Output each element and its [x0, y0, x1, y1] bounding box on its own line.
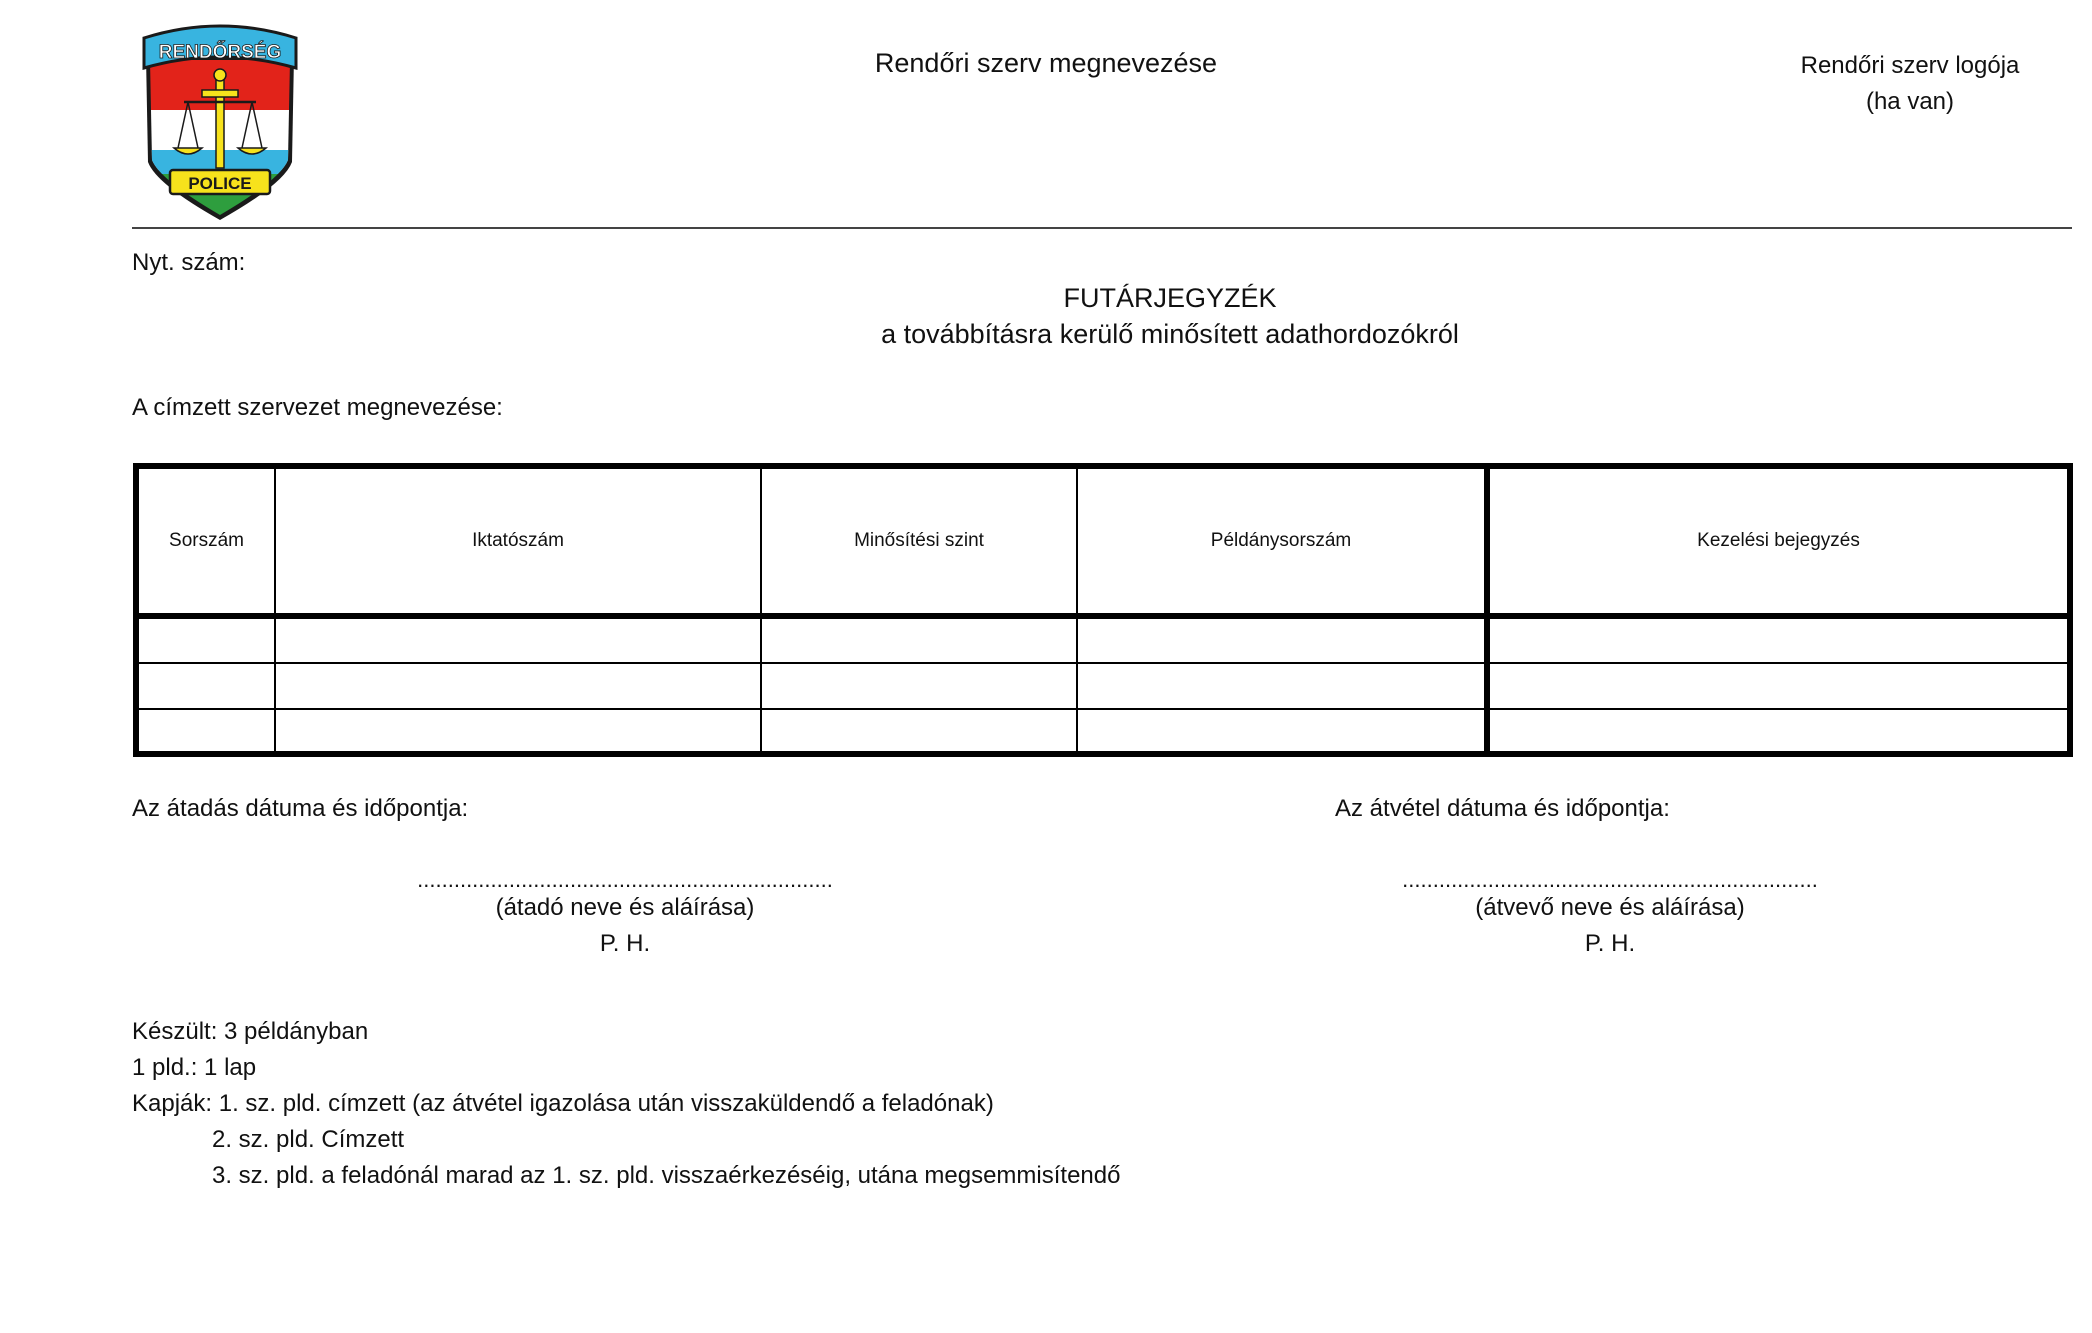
- document-title: FUTÁRJEGYZÉK: [1063, 283, 1277, 313]
- sender-signature-block: [375, 870, 875, 962]
- recipient-organization-label: A címzett szervezet megnevezése:: [132, 394, 503, 421]
- column-header-file-number: Iktatószám: [472, 530, 564, 551]
- org-name-heading: Rendőri szerv megnevezése: [874, 48, 1218, 78]
- table-row[interactable]: [139, 664, 2067, 708]
- distribution-line-2: 2. sz. pld. Címzett: [212, 1126, 405, 1153]
- column-header-handling-note: Kezelési bejegyzés: [1697, 530, 1860, 551]
- column-header-classification-level: Minősítési szint: [854, 530, 984, 551]
- column-header-copy-number: Példánysorszám: [1210, 530, 1352, 551]
- logo-top-text: RENDŐRSÉG: [158, 42, 282, 63]
- receiver-signature-block: [1360, 870, 1860, 962]
- logo-bottom-text: POLICE: [188, 174, 252, 193]
- document-subtitle: a továbbításra kerülő minősített adathordozókról: [881, 319, 1459, 349]
- logo-note-line2: (ha van): [1865, 88, 1955, 115]
- logo-placeholder-note: [1740, 48, 2080, 120]
- distribution-line-3: 3. sz. pld. a feladónál marad az 1. sz. pld. visszaérkezéséig, utána megsemmisítendő: [212, 1162, 1121, 1189]
- distribution-footer: [132, 1014, 1120, 1194]
- receiver-stamp-mark: P. H.: [1584, 930, 1636, 957]
- data-carrier-table: [133, 463, 2073, 757]
- pages-count: 1 pld.: 1 lap: [132, 1054, 257, 1081]
- registration-number-label: Nyt. szám:: [132, 249, 246, 276]
- receiver-signature-caption: (átvevő neve és aláírása): [1475, 894, 1745, 921]
- receipt-datetime-label: Az átvétel dátuma és időpontja:: [1335, 795, 1670, 822]
- table-row[interactable]: [139, 619, 2067, 662]
- header-divider: [132, 227, 2072, 229]
- copies-count: Készült: 3 példányban: [132, 1018, 369, 1045]
- column-header-serial-number: Sorszám: [169, 530, 244, 551]
- table-row[interactable]: [139, 710, 2067, 751]
- sender-stamp-mark: P. H.: [599, 930, 651, 957]
- signature-line: ....................................................................: [1402, 870, 1818, 890]
- logo-note-line1: Rendőri szerv logója: [1800, 52, 2020, 79]
- signature-line: ....................................................................: [417, 870, 833, 890]
- handover-datetime-label: Az átadás dátuma és időpontja:: [132, 795, 469, 822]
- sender-signature-caption: (átadó neve és aláírása): [495, 894, 755, 921]
- distribution-line-1: Kapják: 1. sz. pld. címzett (az átvétel igazolása után visszaküldendő a feladónak): [132, 1090, 994, 1117]
